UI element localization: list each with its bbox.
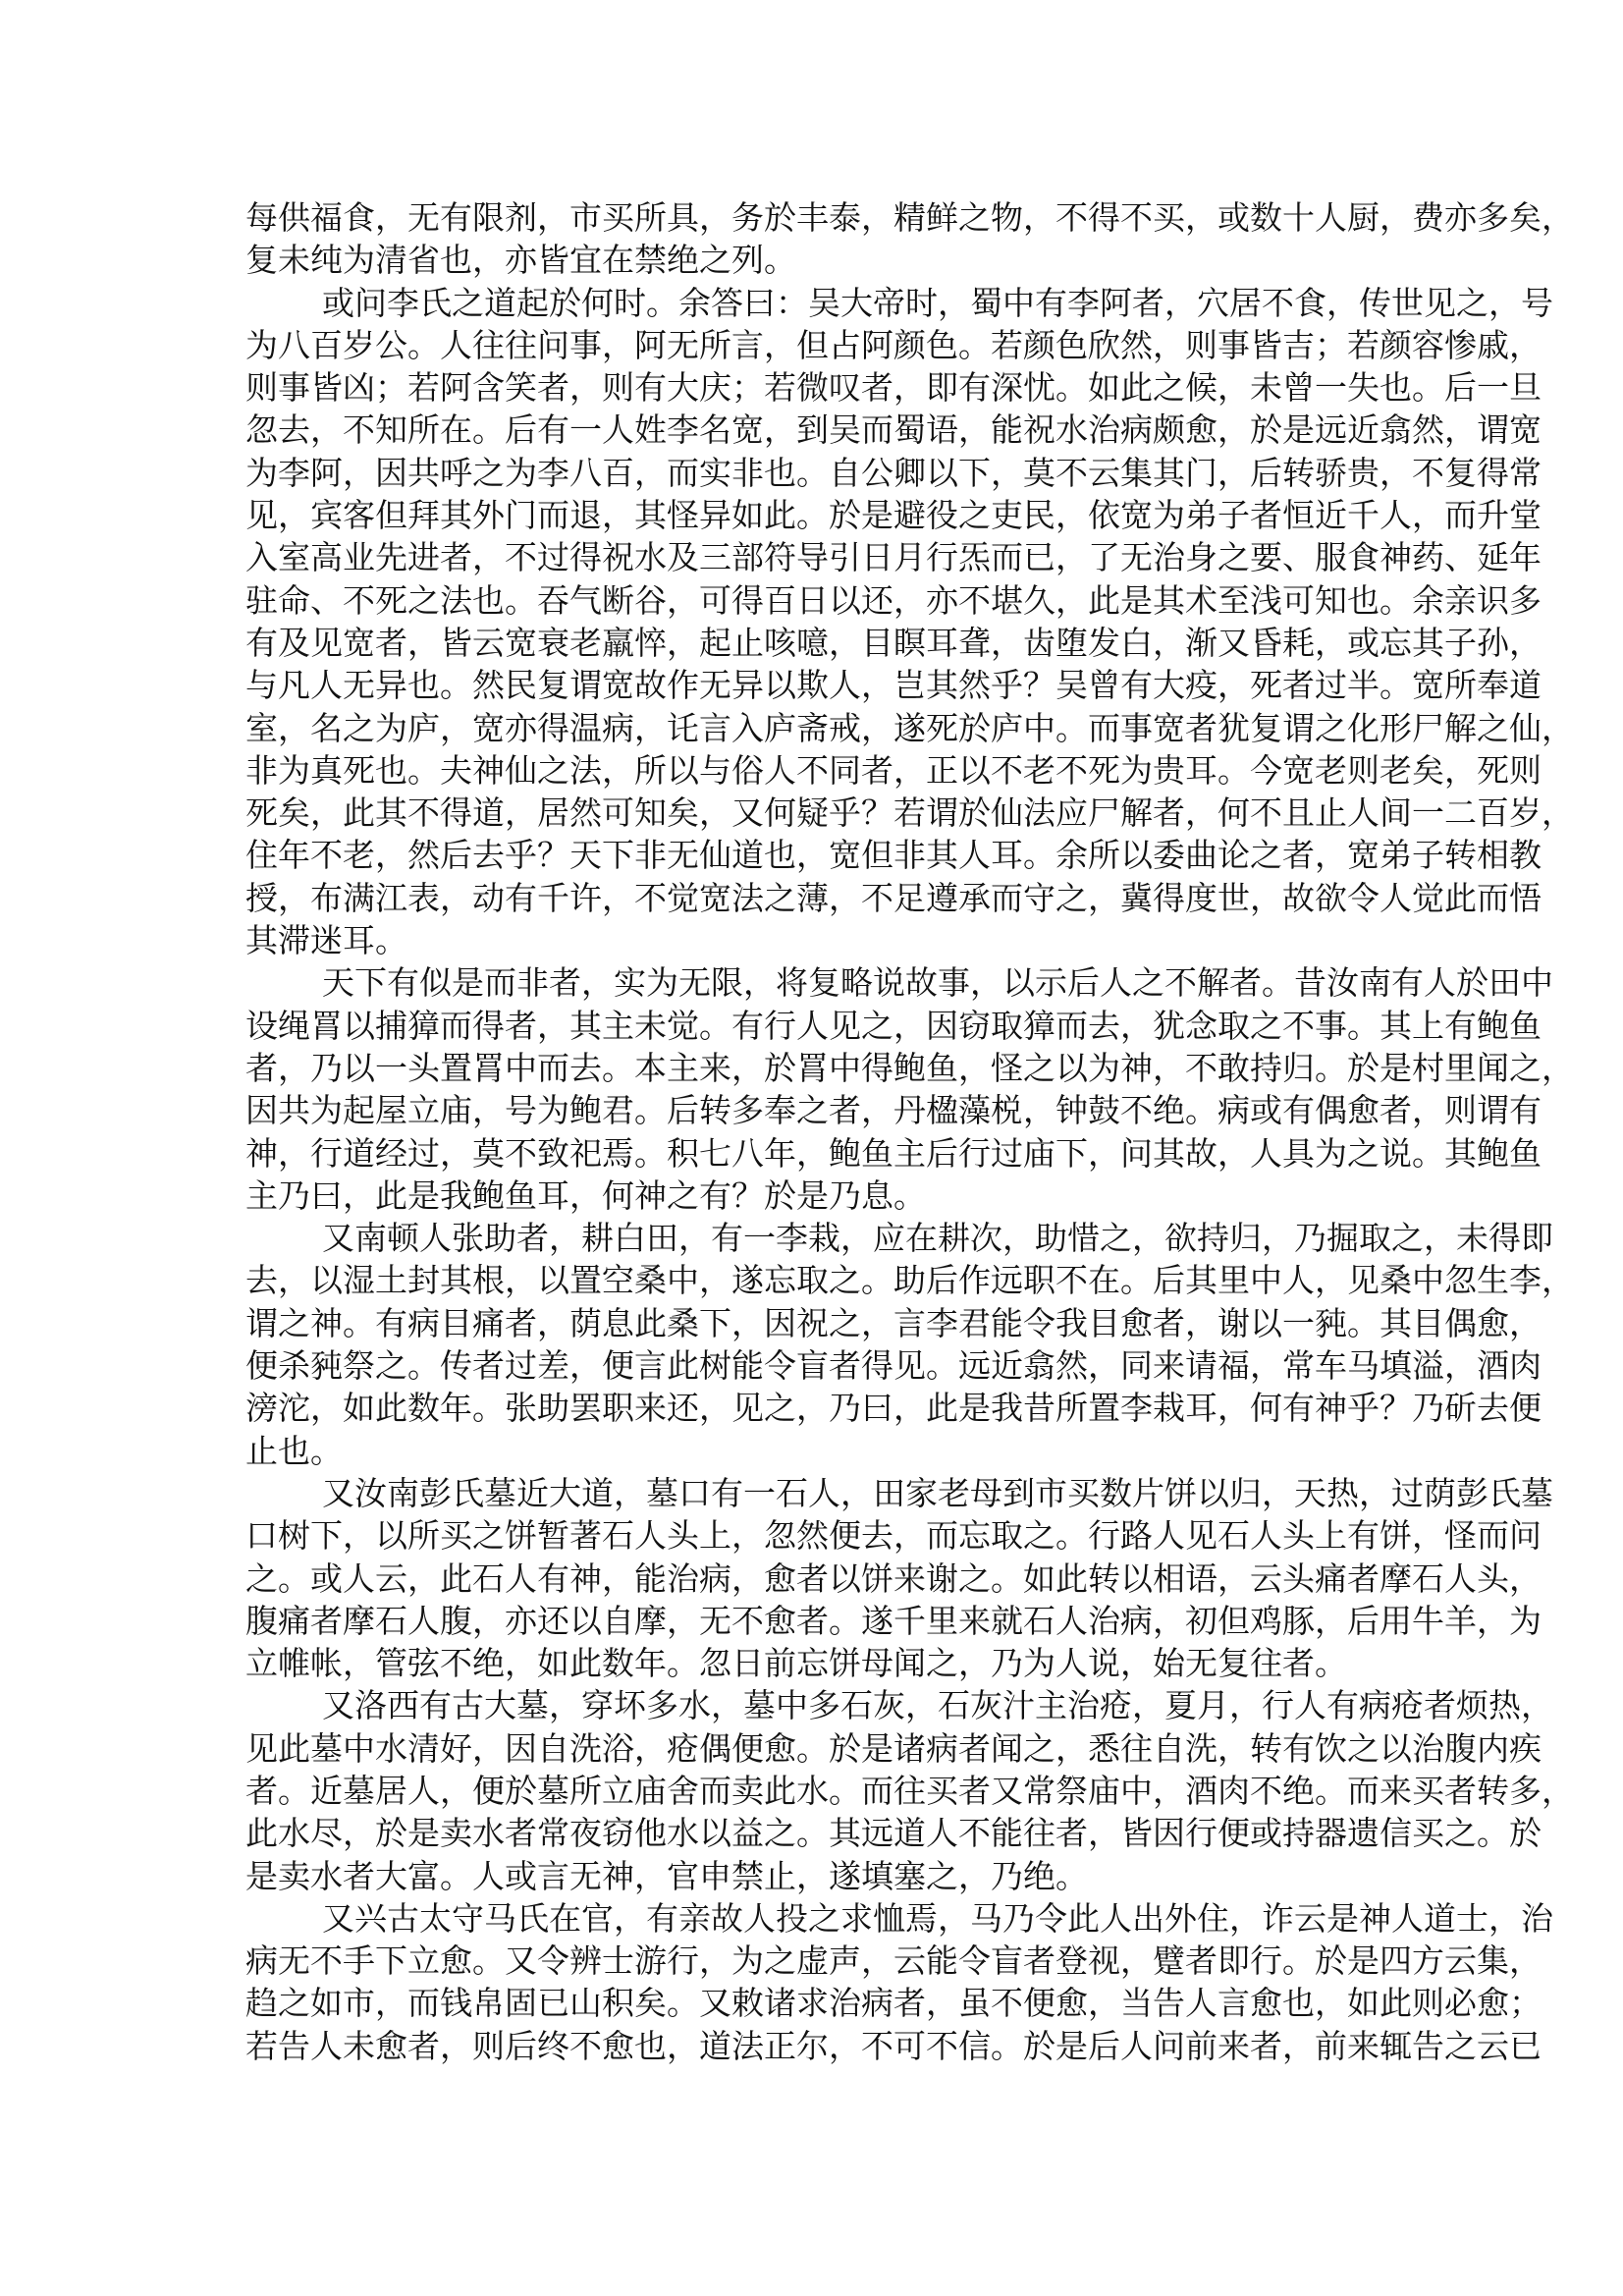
text-line: 者。近墓居人，便於墓所立庙舍而卖此水。而往买者又常祭庙中，酒肉不绝。而来买者转多，: [245, 1771, 1574, 1810]
text-line: 之。或人云，此石人有神，能治病，愈者以饼来谢之。如此转以相语，云头痛者摩石人头，: [245, 1558, 1542, 1598]
text-line: 又南顿人张助者，耕白田，有一李栽，应在耕次，助惜之，欲持归，乃掘取之，未得即: [322, 1219, 1553, 1258]
paragraph: [245, 1897, 1553, 2067]
text-line: 授，布满江表，动有千许，不觉宽法之薄，不足遵承而守之，冀得度世，故欲令人觉此而悟: [245, 878, 1542, 917]
text-line: 入室高业先进者，不过得祝水及三部符导引日月行炁而已，了无治身之要、服食神药、延年: [245, 538, 1542, 577]
text-line: 病无不手下立愈。又令辨士游行，为之虚声，云能令盲者登视，躄者即行。於是四方云集，: [245, 1941, 1542, 1981]
text-line: 或问李氏之道起於何时。余答曰：吴大帝时，蜀中有李阿者，穴居不食，传世见之，号: [322, 283, 1553, 322]
text-line: 则事皆凶；若阿含笑者，则有大庆；若微叹者，即有深忧。如此之候，未曾一失也。后一旦: [245, 368, 1542, 408]
text-line: 又兴古太守马氏在官，有亲故人投之求恤焉，马乃令此人出外住，诈云是神人道士，治: [322, 1898, 1553, 1938]
text-line: 滂沱，如此数年。张助罢职来还，见之，乃曰，此是我昔所置李栽耳，何有神乎？乃斫去便: [245, 1389, 1542, 1428]
text-line: 复未纯为清省也，亦皆宜在禁绝之列。: [245, 241, 796, 280]
text-line: 止也。: [245, 1431, 343, 1470]
text-line: 为李阿，因共呼之为李八百，而实非也。自公卿以下，莫不云集其门，后转骄贵，不复得常: [245, 453, 1542, 492]
document-body: [245, 196, 1574, 2067]
text-line: 有及见宽者，皆云宽衰老羸悴，起止咳噫，目瞑耳聋，齿堕发白，渐又昏耗，或忘其子孙，: [245, 623, 1542, 662]
text-line: 见此墓中水清好，因自洗浴，疮偶便愈。於是诸病者闻之，悉往自洗，转有饮之以治腹内疾: [245, 1728, 1542, 1768]
paragraph: [245, 196, 1574, 282]
text-line: 者，乃以一头置罥中而去。本主来，於罥中得鲍鱼，怪之以为神，不敢持归。於是村里闻之，: [245, 1048, 1574, 1087]
text-line: 便杀豘祭之。传者过差，便言此树能令盲者得见。远近翕然，同来请福，常车马填溢，酒肉: [245, 1346, 1542, 1386]
text-line: 因共为起屋立庙，号为鲍君。后转多奉之者，丹楹藻棁，钟鼓不绝。病或有偶愈者，则谓有: [245, 1091, 1542, 1130]
text-line: 住年不老，然后去乎？天下非无仙道也，宽但非其人耳。余所以委曲论之者，宽弟子转相教: [245, 836, 1542, 875]
text-line: 其滞迷耳。: [245, 921, 407, 960]
text-line: 腹痛者摩石人腹，亦还以自摩，无不愈者。遂千里来就石人治病，初但鸡豚，后用牛羊，为: [245, 1601, 1542, 1640]
paragraph: [245, 1472, 1553, 1684]
text-line: 谓之神。有病目痛者，荫息此桑下，因祝之，言李君能令我目愈者，谢以一豘。其目偶愈，: [245, 1303, 1542, 1342]
text-line: 立帷帐，管弦不绝，如此数年。忽日前忘饼母闻之，乃为人说，始无复往者。: [245, 1644, 1347, 1683]
text-line: 每供福食，无有限剂，市买所具，务於丰泰，精鲜之物，不得不买，或数十人厨，费亦多矣，: [245, 198, 1574, 237]
text-line: 设绳罥以捕獐而得者，其主未觉。有行人见之，因窃取獐而去，犹念取之不事。其上有鲍鱼: [245, 1006, 1542, 1045]
text-line: 是卖水者大富。人或言无神，官申禁止，遂填塞之，乃绝。: [245, 1856, 1088, 1895]
text-line: 忽去，不知所在。后有一人姓李名宽，到吴而蜀语，能祝水治病颇愈，於是远近翕然，谓宽: [245, 410, 1542, 450]
text-line: 又洛西有古大墓，穿坏多水，墓中多石灰，石灰汁主治疮，夏月，行人有病疮者烦热，: [322, 1686, 1553, 1725]
text-line: 死矣，此其不得道，居然可知矣，又何疑乎？若谓於仙法应尸解者，何不且止人间一二百岁，: [245, 793, 1574, 833]
text-line: 见，宾客但拜其外门而退，其怪异如此。於是避役之吏民，依宽为弟子者恒近千人，而升堂: [245, 496, 1542, 535]
paragraph: [245, 961, 1574, 1217]
text-line: 口树下，以所买之饼暂著石人头上，忽然便去，而忘取之。行路人见石人头上有饼，怪而问: [245, 1516, 1542, 1556]
text-line: 趋之如市，而钱帛固已山积矣。又敕诸求治病者，虽不便愈，当告人言愈也，如此则必愈；: [245, 1984, 1542, 2023]
paragraph: [245, 282, 1574, 962]
text-line: 室，名之为庐，宽亦得温病，讬言入庐斋戒，遂死於庐中。而事宽者犹复谓之化形尸解之仙，: [245, 708, 1574, 747]
text-line: 驻命、不死之法也。吞气断谷，可得百日以还，亦不堪久，此是其术至浅可知也。余亲识多: [245, 580, 1542, 620]
text-line: 神，行道经过，莫不致祀焉。积七八年，鲍鱼主后行过庙下，问其故，人具为之说。其鲍鱼: [245, 1133, 1542, 1173]
text-line: 若告人未愈者，则后终不愈也，道法正尔，不可不信。於是后人问前来者，前来辄告之云已: [245, 2026, 1542, 2065]
text-line: 此水尽，於是卖水者常夜窃他水以益之。其远道人不能往者，皆因行便或持器遗信买之。於: [245, 1814, 1542, 1853]
text-line: 天下有似是而非者，实为无限，将复略说故事，以示后人之不解者。昔汝南有人於田中: [322, 963, 1553, 1003]
paragraph: [245, 1684, 1574, 1896]
text-line: 又汝南彭氏墓近大道，墓口有一石人，田家老母到市买数片饼以归，天热，过荫彭氏墓: [322, 1473, 1553, 1512]
text-line: 去，以湿土封其根，以置空桑中，遂忘取之。助后作远职不在。后其里中人，见桑中忽生李，: [245, 1261, 1574, 1300]
text-line: 为八百岁公。人往往问事，阿无所言，但占阿颜色。若颜色欣然，则事皆吉；若颜容惨戚，: [245, 325, 1542, 364]
paragraph: [245, 1217, 1574, 1472]
text-line: 与凡人无异也。然民复谓宽故作无异以欺人，岂其然乎？吴曾有大疫，死者过半。宽所奉道: [245, 666, 1542, 705]
text-line: 非为真死也。夫神仙之法，所以与俗人不同者，正以不老不死为贵耳。今宽老则老矣，死则: [245, 750, 1542, 790]
text-line: 主乃曰，此是我鲍鱼耳，何神之有？於是乃息。: [245, 1175, 926, 1215]
